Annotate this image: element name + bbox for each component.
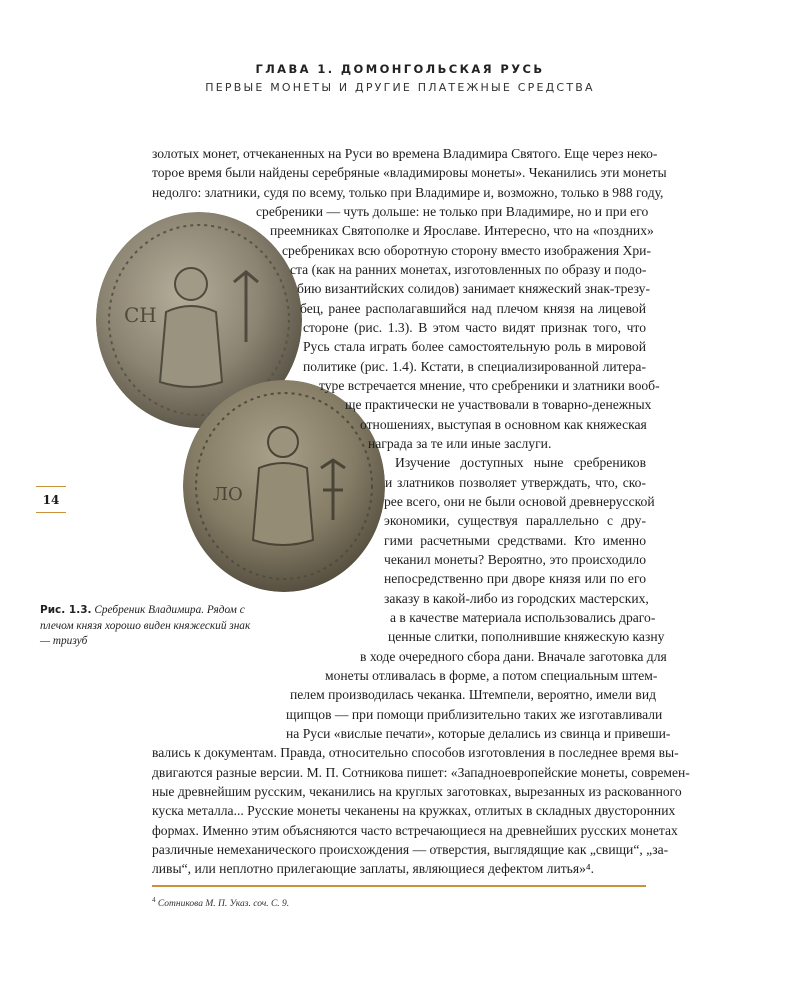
footnote xyxy=(152,896,289,909)
body-line: бию византийских солидов) занимает княжеский знак-трезу- xyxy=(297,281,650,297)
footnote-mark: 4 xyxy=(152,896,156,905)
figure-caption xyxy=(40,603,260,650)
footnote-rule xyxy=(152,885,646,887)
body-line: награда за те или иные заслуги. xyxy=(368,436,552,451)
figure-caption-text: Сребреник Владимира. Рядом с плечом князя хорошо виден княжеский знак — тризуб xyxy=(40,604,251,647)
body-line: недолго: златники, судя по всему, только при Владимире и, возможно, только в 988 году, xyxy=(152,184,664,200)
page-number-block xyxy=(36,486,66,513)
body-line: на Руси «вислые печати», которые делались из свинца и привеши- xyxy=(286,726,671,741)
body-line: непосредственно при дворе князя или по его xyxy=(384,571,646,587)
body-line: рее всего, они не были основой древнерусской xyxy=(384,494,655,509)
body-line: чеканил монеты? Вероятно, это происходило xyxy=(384,552,646,567)
body-line: в ходе очередного сбора дани. Вначале заготовка для xyxy=(360,648,667,664)
body-line: ще практически не участвовали в товарно-денежных xyxy=(345,397,652,413)
body-line: Русь стала играть более самостоятельную роль в мировой xyxy=(303,339,646,355)
body-line: сребрениках всю оборотную сторону вместо изображения Хри- xyxy=(282,242,651,258)
body-line: ные древнейшим русским, чеканились на круглых заготовках, вырезанных из раскованного xyxy=(152,784,682,799)
body-line: золотых монет, отчеканенных на Руси во времена Владимира Святого. Еще через неко- xyxy=(152,146,658,161)
body-line: куска металла... Русские монеты чеканены на кружках, отлитых в складных двусторонних xyxy=(152,803,676,819)
body-line: заказу в какой-либо из городских мастерских, xyxy=(384,590,649,606)
body-line: стороне (рис. 1.3). В этом часто видят признак того, что xyxy=(303,320,646,335)
body-line: преемниках Святополке и Ярославе. Интересно, что на «поздних» xyxy=(270,223,654,239)
body-line: формах. Именно этим объясняются часто встречающиеся на древнейших русских монетах xyxy=(152,822,678,838)
body-line: сребреники — чуть дольше: не только при Владимире, но и при его xyxy=(256,204,649,219)
body-line: отношениях, выступая в основном как княжеская xyxy=(360,416,647,432)
chapter-title: ГЛАВА 1. ДОМОНГОЛЬСКАЯ РУСЬ xyxy=(255,62,545,76)
body-line: а в качестве материала использовались драго- xyxy=(390,610,656,625)
body-line: монеты отливалась в форме, а потом специальным штем- xyxy=(325,668,658,683)
footnote-text: Сотникова М. П. Указ. соч. С. 9. xyxy=(157,899,290,910)
body-line: двигаются разные версии. М. П. Сотникова пишет: «Западноевропейские монеты, современ- xyxy=(152,764,690,780)
svg-text:ЛО: ЛО xyxy=(213,484,243,505)
figure-label: Рис. 1.3. xyxy=(40,604,92,616)
body-line: ливы“, или неплотно прилегающие заплаты, являющиеся дефектом литья»⁴. xyxy=(152,861,595,877)
body-line: гими расчетными средствами. Кто именно xyxy=(384,532,646,548)
page-number: 14 xyxy=(42,493,60,507)
body-line: бец, ранее располагавшийся над плечом князя на лицевой xyxy=(300,300,646,316)
body-line: ста (как на ранних монетах, изготовленных по образу и подо- xyxy=(290,262,647,277)
body-line: туре встречается мнение, что сребреники и златники вооб- xyxy=(319,378,660,393)
body-line: Изучение доступных ныне сребреников xyxy=(395,455,646,471)
body-line: пелем производилась чеканка. Штемпели, вероятно, имели вид xyxy=(290,687,657,703)
body-line: щипцов — при помощи приблизительно таких же изготавливали xyxy=(286,706,663,722)
section-title: ПЕРВЫЕ МОНЕТЫ И ДРУГИЕ ПЛАТЕЖНЫЕ СРЕДСТВА xyxy=(205,81,595,94)
body-line: экономики, существуя параллельно с дру- xyxy=(384,513,646,529)
body-line: торое время были найдены серебряные «владимировы монеты». Чеканились эти монеты xyxy=(152,165,667,181)
body-line: различные немеханического происхождения — отверстия, выглядящие как „свищи“, „за- xyxy=(152,842,669,857)
body-line: и златников позволяет утверждать, что, ско- xyxy=(385,474,646,490)
svg-text:СН: СН xyxy=(124,303,157,327)
body-line: вались к документам. Правда, относительно способов изготовления в последнее время вы- xyxy=(152,745,679,761)
body-line: политике (рис. 1.4). Кстати, в специализированной литера- xyxy=(303,358,646,374)
running-header xyxy=(0,62,800,94)
page-number-rule-bottom xyxy=(36,512,66,513)
body-line: ценные слитки, пополнившие княжескую казну xyxy=(388,629,665,645)
